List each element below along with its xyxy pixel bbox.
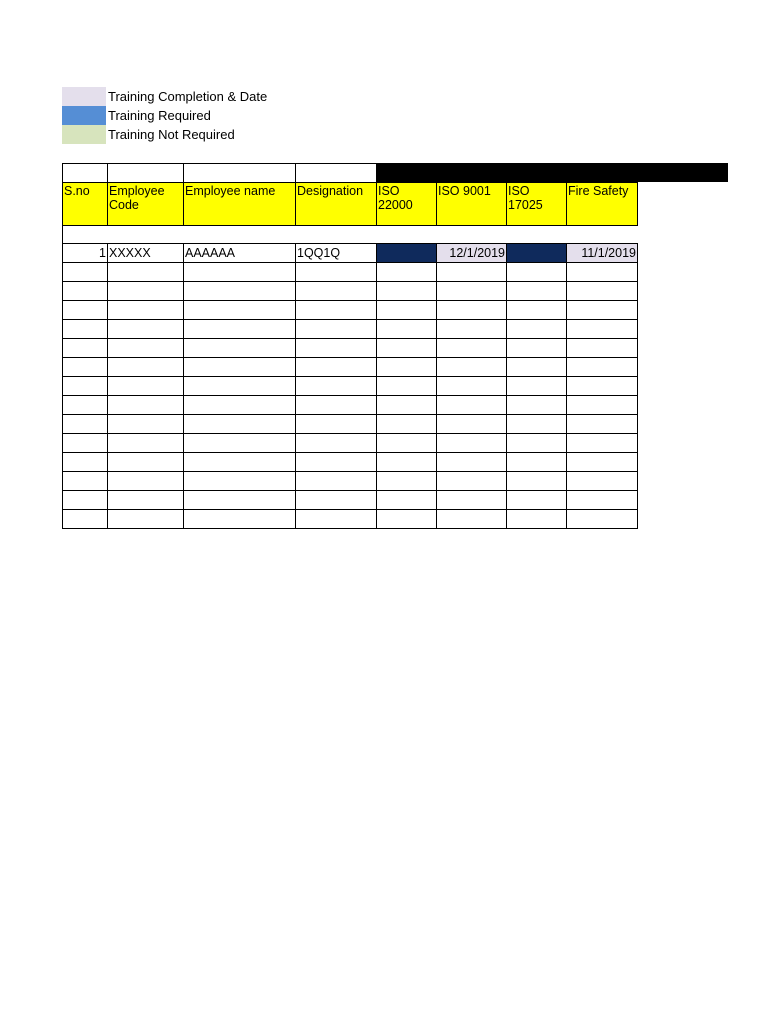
table-cell[interactable]: [377, 415, 437, 434]
header-employee-code[interactable]: Employee Code: [108, 183, 184, 226]
table-cell[interactable]: [108, 377, 184, 396]
training-matrix-table: [62, 163, 638, 529]
table-cell[interactable]: [437, 339, 507, 358]
table-row-empty: [63, 339, 638, 358]
table-row-empty: [63, 263, 638, 282]
table-cell[interactable]: [184, 377, 296, 396]
table-cell[interactable]: [63, 320, 108, 339]
table-cell[interactable]: [507, 320, 567, 339]
table-cell[interactable]: [567, 491, 638, 510]
table-cell[interactable]: [377, 339, 437, 358]
table-row-empty: [63, 472, 638, 491]
table-cell[interactable]: [377, 301, 437, 320]
table-cell[interactable]: [377, 396, 437, 415]
table-cell[interactable]: [437, 434, 507, 453]
table-cell[interactable]: [184, 164, 296, 183]
legend-item-completion: [62, 87, 267, 106]
table-cell[interactable]: [108, 434, 184, 453]
table-cell[interactable]: [296, 226, 377, 244]
table-row-empty: [63, 491, 638, 510]
table-row-empty: [63, 301, 638, 320]
legend-label: Training Completion & Date: [108, 89, 268, 104]
table-cell[interactable]: [567, 415, 638, 434]
cell-sno[interactable]: 1: [63, 244, 108, 263]
table-cell[interactable]: [108, 282, 184, 301]
table-cell[interactable]: [296, 472, 377, 491]
table-cell[interactable]: [437, 301, 507, 320]
table-cell[interactable]: [63, 491, 108, 510]
table-cell[interactable]: [437, 226, 507, 244]
table-cell[interactable]: [437, 377, 507, 396]
table-cell[interactable]: [507, 301, 567, 320]
table-cell[interactable]: [567, 301, 638, 320]
table-cell[interactable]: [184, 263, 296, 282]
table-cell[interactable]: [296, 415, 377, 434]
table-cell[interactable]: [377, 263, 437, 282]
table-cell[interactable]: [507, 472, 567, 491]
table-cell[interactable]: [296, 320, 377, 339]
cell-employee-code[interactable]: XXXXX: [108, 244, 184, 263]
table-cell[interactable]: [108, 453, 184, 472]
legend: [62, 87, 267, 144]
cell-iso-22000[interactable]: [377, 244, 437, 263]
table-cell[interactable]: [108, 396, 184, 415]
table-cell[interactable]: [108, 510, 184, 529]
table-row-empty: [63, 396, 638, 415]
header-designation[interactable]: Designation: [296, 183, 377, 226]
table-cell[interactable]: [63, 263, 108, 282]
table-cell[interactable]: [377, 164, 437, 183]
table-cell[interactable]: [437, 510, 507, 529]
table-cell[interactable]: [567, 282, 638, 301]
header-fire-safety[interactable]: Fire Safety: [567, 183, 638, 226]
table-header-row: [63, 183, 638, 226]
table-cell[interactable]: [507, 339, 567, 358]
table-cell[interactable]: [377, 282, 437, 301]
table-cell[interactable]: [63, 339, 108, 358]
header-iso-22000[interactable]: ISO 22000: [377, 183, 437, 226]
table-cell[interactable]: [108, 472, 184, 491]
table-cell[interactable]: [437, 491, 507, 510]
table-cell[interactable]: [184, 282, 296, 301]
table-cell[interactable]: [184, 226, 296, 244]
cell-designation[interactable]: 1QQ1Q: [296, 244, 377, 263]
table-row-empty: [63, 510, 638, 529]
table-cell[interactable]: [296, 453, 377, 472]
table-cell[interactable]: [507, 434, 567, 453]
table-cell[interactable]: [296, 263, 377, 282]
table-cell[interactable]: [63, 510, 108, 529]
table-cell[interactable]: [377, 320, 437, 339]
legend-label: Training Required: [108, 108, 211, 123]
table-cell[interactable]: [63, 358, 108, 377]
table-cell[interactable]: [437, 396, 507, 415]
table-cell[interactable]: [507, 491, 567, 510]
table-cell[interactable]: [184, 434, 296, 453]
table-cell[interactable]: [63, 301, 108, 320]
table-row-empty: [63, 282, 638, 301]
table-cell[interactable]: [507, 226, 567, 244]
table-cell[interactable]: [507, 164, 567, 183]
table-cell[interactable]: [437, 453, 507, 472]
table-cell[interactable]: [108, 320, 184, 339]
table-row-empty: [63, 320, 638, 339]
header-iso-17025[interactable]: ISO 17025: [507, 183, 567, 226]
table-cell[interactable]: [507, 282, 567, 301]
table-cell[interactable]: [108, 491, 184, 510]
table-cell[interactable]: [567, 453, 638, 472]
table-cell[interactable]: [296, 377, 377, 396]
table-cell[interactable]: [296, 301, 377, 320]
table-cell[interactable]: [296, 358, 377, 377]
table-cell[interactable]: [108, 339, 184, 358]
table-cell[interactable]: [63, 472, 108, 491]
table-cell[interactable]: [507, 358, 567, 377]
table-cell[interactable]: [377, 491, 437, 510]
legend-swatch-required: [62, 106, 106, 125]
table-cell[interactable]: [63, 226, 108, 244]
table-cell[interactable]: [108, 263, 184, 282]
table-cell[interactable]: [437, 263, 507, 282]
table-cell[interactable]: [63, 453, 108, 472]
table-cell[interactable]: [184, 453, 296, 472]
table-cell[interactable]: [377, 472, 437, 491]
table-cell[interactable]: [377, 453, 437, 472]
table-cell[interactable]: [184, 415, 296, 434]
table-cell[interactable]: [108, 358, 184, 377]
table-cell[interactable]: [184, 301, 296, 320]
table-cell[interactable]: [507, 263, 567, 282]
cell-iso-17025[interactable]: [507, 244, 567, 263]
table-cell[interactable]: [437, 358, 507, 377]
table-cell[interactable]: [184, 396, 296, 415]
table-cell[interactable]: [184, 358, 296, 377]
header-iso-9001[interactable]: ISO 9001: [437, 183, 507, 226]
table-cell[interactable]: [567, 263, 638, 282]
table-cell[interactable]: [296, 339, 377, 358]
table-cell[interactable]: [108, 415, 184, 434]
table-cell[interactable]: [507, 415, 567, 434]
table-cell[interactable]: [296, 434, 377, 453]
table-cell[interactable]: [507, 396, 567, 415]
cell-fire-safety[interactable]: 11/1/2019: [567, 244, 638, 263]
table-cell[interactable]: [108, 164, 184, 183]
table-cell[interactable]: [108, 226, 184, 244]
table-cell[interactable]: [567, 164, 638, 183]
table-cell[interactable]: [377, 226, 437, 244]
cell-iso-9001[interactable]: 12/1/2019: [437, 244, 507, 263]
table-row-empty: [63, 358, 638, 377]
legend-swatch-completion: [62, 87, 106, 106]
table-cell[interactable]: [63, 282, 108, 301]
table-cell[interactable]: [567, 472, 638, 491]
table-cell[interactable]: [184, 472, 296, 491]
table-cell[interactable]: [507, 510, 567, 529]
table-row-empty: [63, 377, 638, 396]
cell-employee-name[interactable]: AAAAAA: [184, 244, 296, 263]
table-cell[interactable]: [296, 164, 377, 183]
table-cell[interactable]: [567, 339, 638, 358]
table-gap-row: [63, 226, 638, 244]
table-cell[interactable]: [437, 472, 507, 491]
table-cell[interactable]: [377, 358, 437, 377]
table-row-empty: [63, 453, 638, 472]
table-cell[interactable]: [296, 396, 377, 415]
table-cell[interactable]: [377, 434, 437, 453]
table-cell[interactable]: [567, 510, 638, 529]
table-cell[interactable]: [567, 396, 638, 415]
table-cell[interactable]: [63, 396, 108, 415]
table-cell[interactable]: [296, 491, 377, 510]
table-cell[interactable]: [567, 320, 638, 339]
table-cell[interactable]: [507, 377, 567, 396]
table-cell[interactable]: [184, 339, 296, 358]
table-cell[interactable]: [437, 320, 507, 339]
header-sno[interactable]: S.no: [63, 183, 108, 226]
table-cell[interactable]: [296, 510, 377, 529]
table-cell[interactable]: [63, 164, 108, 183]
table-cell[interactable]: [108, 301, 184, 320]
table-cell[interactable]: [437, 415, 507, 434]
table-cell[interactable]: [184, 320, 296, 339]
table-cell[interactable]: [184, 491, 296, 510]
table-row: [63, 244, 638, 263]
table-row-empty: [63, 415, 638, 434]
table-cell[interactable]: [567, 434, 638, 453]
table-cell[interactable]: [377, 377, 437, 396]
table-cell[interactable]: [567, 226, 638, 244]
table-cell[interactable]: [184, 510, 296, 529]
table-cell[interactable]: [437, 164, 507, 183]
legend-swatch-not-required: [62, 125, 106, 144]
table-cell[interactable]: [63, 377, 108, 396]
legend-label: Training Not Required: [108, 127, 235, 142]
table-cell[interactable]: [63, 434, 108, 453]
table-cell[interactable]: [63, 415, 108, 434]
table-cell[interactable]: [507, 453, 567, 472]
table-row-empty: [63, 434, 638, 453]
table-cell[interactable]: [296, 282, 377, 301]
table-cell[interactable]: [377, 510, 437, 529]
table-cell[interactable]: [567, 358, 638, 377]
header-employee-name[interactable]: Employee name: [184, 183, 296, 226]
table-cell[interactable]: [567, 377, 638, 396]
legend-item-required: [62, 106, 267, 125]
table-cell[interactable]: [437, 282, 507, 301]
legend-item-not-required: [62, 125, 267, 144]
table-top-row: [63, 164, 638, 183]
